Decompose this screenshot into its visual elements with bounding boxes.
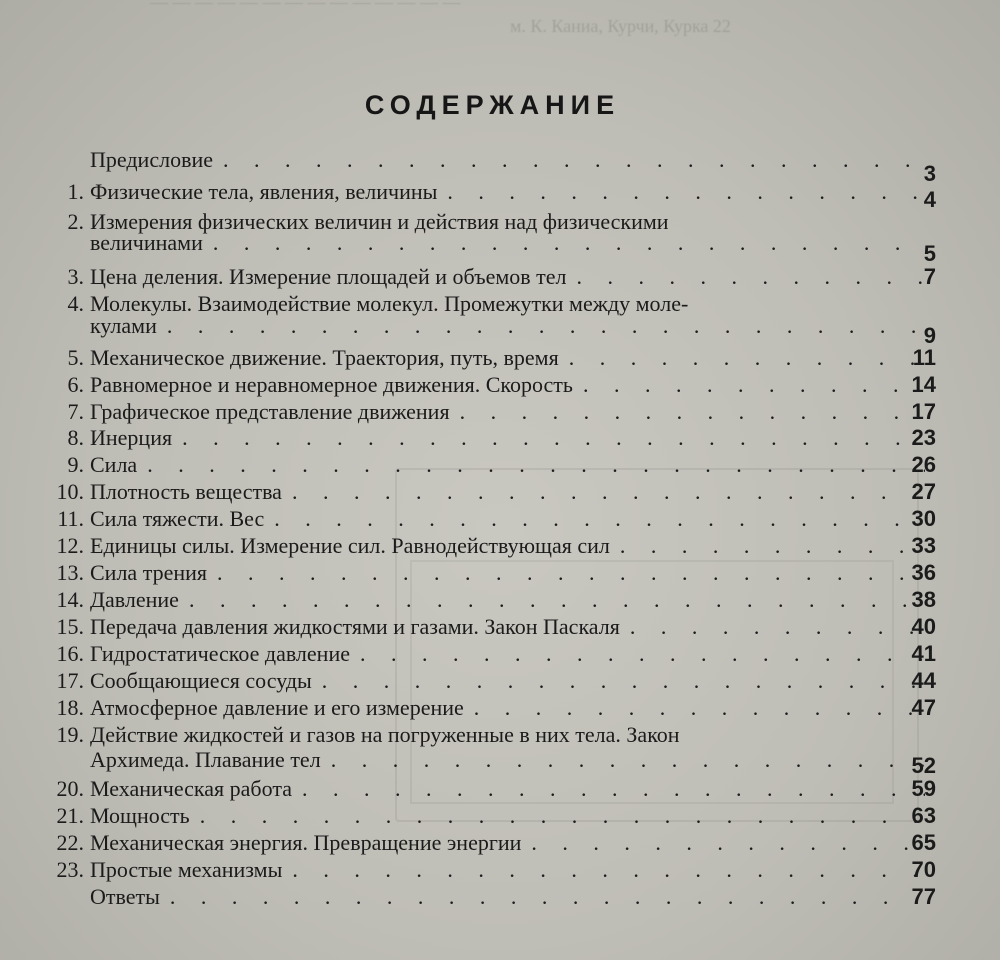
toc-entry-title [90, 451, 925, 479]
toc-entry-title [90, 344, 925, 372]
toc-entry-number: 9. [67, 452, 84, 477]
toc-entry-number: 19. [56, 722, 84, 747]
toc-page-number: 77 [911, 884, 936, 909]
toc-page-number: 44 [911, 668, 936, 693]
toc-entry-number: 10. [56, 479, 84, 504]
leader-dots [559, 344, 925, 372]
entry-title-text: Ответы [90, 884, 160, 909]
toc-entry[interactable] [0, 586, 1000, 614]
entry-title-text: Механическая энергия. Превращение энергии [90, 830, 522, 855]
toc-entry-number: 3. [67, 264, 84, 289]
toc-entry[interactable] [0, 640, 1000, 668]
leader-dots [464, 694, 925, 722]
toc-page-number: 40 [911, 614, 936, 639]
toc-entry[interactable] [0, 532, 1000, 560]
bleed-line-1: — — — — — — — — — — — — — — [150, 0, 461, 12]
toc-entry-title [90, 856, 925, 884]
toc-page-number: 63 [911, 803, 936, 828]
toc-entry-number: 20. [56, 776, 84, 801]
toc-page-number: 36 [911, 560, 936, 585]
toc-entry[interactable] [0, 829, 1000, 857]
toc-entry[interactable] [0, 775, 1000, 803]
toc-entry-title [90, 398, 925, 426]
toc-entry-number: 23. [56, 857, 84, 882]
toc-page-number: 27 [911, 479, 936, 504]
entry-title-text: Единицы силы. Измерение сил. Равнодействующая сил [90, 533, 610, 558]
toc-entry[interactable] [0, 398, 1000, 426]
toc-entry[interactable] [0, 451, 1000, 479]
entry-title-text: Равномерное и неравномерное движения. Скорость [90, 372, 573, 397]
toc-page-number: 47 [911, 695, 936, 720]
toc-entry[interactable] [0, 802, 1000, 830]
toc-entry-number: 6. [67, 372, 84, 397]
toc-page-number: 23 [911, 425, 936, 450]
toc-page-number: 59 [911, 776, 936, 801]
toc-entry-number: 15. [56, 614, 84, 639]
leader-dots [207, 559, 925, 587]
toc-entry-title [90, 371, 925, 399]
toc-entry-number: 14. [56, 587, 84, 612]
leader-dots [282, 856, 925, 884]
leader-dots [350, 640, 925, 668]
leader-dots [282, 478, 925, 506]
toc-entry-number: 1. [67, 179, 84, 204]
entry-title-text: Гидростатическое давление [90, 641, 350, 666]
entry-title-text: Архимеда. Плавание тел [90, 747, 321, 772]
entry-title-text: величинами [90, 230, 203, 255]
toc-entry[interactable] [0, 721, 1000, 749]
toc-entry[interactable] [0, 694, 1000, 722]
leader-dots [521, 829, 925, 857]
entry-title-text: Давление [90, 587, 179, 612]
entry-title-text: Сила тяжести. Вес [90, 506, 265, 531]
entry-title-text: Физические тела, явления, величины [90, 179, 438, 204]
entry-title-text: Механическое движение. Траектория, путь, время [90, 345, 559, 370]
toc-entry-title [90, 532, 925, 560]
entry-title-text: Мощность [90, 803, 190, 828]
leader-dots [312, 667, 925, 695]
entry-title-text: Сила трения [90, 560, 208, 585]
toc-page-number: 5 [923, 241, 936, 266]
toc-page-number: 26 [911, 452, 936, 477]
toc-entry-title [90, 263, 925, 291]
toc-page-number: 70 [911, 857, 936, 882]
toc-page-number: 9 [923, 323, 936, 348]
toc-entry-title [90, 802, 925, 830]
entry-title-text: Сообщающиеся сосуды [90, 668, 312, 693]
toc-entry[interactable] [0, 856, 1000, 884]
toc-entry-title [90, 613, 925, 641]
toc-page-number: 7 [923, 264, 936, 289]
toc-page-number: 38 [911, 587, 936, 612]
toc-entry[interactable] [0, 344, 1000, 372]
toc-entry-title [90, 775, 925, 803]
toc-entry-number: 8. [67, 425, 84, 450]
toc-entry-title [90, 559, 925, 587]
leader-dots [567, 263, 925, 291]
toc-entry-number: 13. [56, 560, 84, 585]
toc-entry-title: Измерения физических величин и действия над физическими [90, 209, 669, 234]
toc-entry[interactable] [0, 505, 1000, 533]
toc-page-number: 52 [911, 753, 936, 778]
leader-dots [190, 802, 925, 830]
entry-title-text: Цена деления. Измерение площадей и объемов тел [90, 264, 567, 289]
toc-page-number: 30 [911, 506, 936, 531]
toc-entry-title [90, 667, 925, 695]
toc-entry-number: 4. [67, 291, 84, 316]
leader-dots [292, 775, 925, 803]
entry-title-text: Сила [90, 452, 138, 477]
entry-title-text: Механическая работа [90, 776, 292, 801]
toc-entry-title [90, 883, 925, 911]
toc-page-number: 3 [923, 161, 936, 186]
toc-entry[interactable] [0, 667, 1000, 695]
bleed-line-2: м. К. Каниа, Курчи, Курка 22 [510, 16, 731, 36]
toc-heading: СОДЕРЖАНИЕ [364, 90, 621, 120]
entry-title-text: Простые механизмы [90, 857, 283, 882]
toc-entry-number: 7. [67, 399, 84, 424]
toc-entry[interactable] [0, 263, 1000, 291]
toc-page-number: 41 [911, 641, 936, 666]
entry-title-text: Плотность вещества [90, 479, 282, 504]
toc-entry[interactable] [0, 559, 1000, 587]
toc-entry-title [90, 478, 925, 506]
toc-entry[interactable] [0, 371, 1000, 399]
toc-entry-title [90, 694, 925, 722]
toc-entry-number: 16. [56, 641, 84, 666]
toc-page-number: 65 [911, 830, 936, 855]
toc-entry-number: 2. [67, 209, 84, 234]
toc-entry-number: 12. [56, 533, 84, 558]
leader-dots [160, 883, 925, 911]
toc-page-number: 11 [912, 345, 936, 370]
toc-entry-number: 21. [56, 803, 84, 828]
toc-entry-title [90, 829, 925, 857]
leader-dots [450, 398, 925, 426]
entry-title-text: Передача давления жидкостями и газами. Закон Паскаля [90, 614, 620, 639]
toc-entry[interactable] [0, 424, 1000, 452]
toc-entry-title [90, 424, 925, 452]
toc-entry[interactable] [0, 883, 1000, 911]
leader-dots [179, 586, 925, 614]
leader-dots [137, 451, 925, 479]
toc-entry-title [90, 586, 925, 614]
toc-entry-title [90, 505, 925, 533]
entry-title-text: Инерция [90, 425, 173, 450]
toc-entry-number: 18. [56, 695, 84, 720]
toc-entry-title: Молекулы. Взаимодействие молекул. Промежутки между моле- [90, 291, 689, 316]
toc-entry-number: 5. [67, 345, 84, 370]
entry-title-text: Атмосферное давление и его измерение [90, 695, 464, 720]
toc-entry[interactable] [0, 478, 1000, 506]
toc-entry-title: Действие жидкостей и газов на погруженные в них тела. Закон [90, 722, 680, 747]
leader-dots [264, 505, 925, 533]
entry-title-text: Предисловие [90, 147, 213, 172]
entry-title-text: кулами [90, 313, 157, 338]
toc-entry-number: 22. [56, 830, 84, 855]
toc-page-number: 14 [911, 372, 936, 397]
toc-entry-number: 17. [56, 668, 84, 693]
toc-page-number: 17 [911, 399, 936, 424]
toc-page-number: 4 [923, 187, 936, 212]
toc-entry[interactable] [0, 613, 1000, 641]
leader-dots [172, 424, 925, 452]
toc-entry-title [90, 640, 925, 668]
entry-title-text: Графическое представление движения [90, 399, 450, 424]
toc-entry-number: 11. [57, 506, 84, 531]
leader-dots [573, 371, 925, 399]
toc-page-number: 33 [911, 533, 936, 558]
